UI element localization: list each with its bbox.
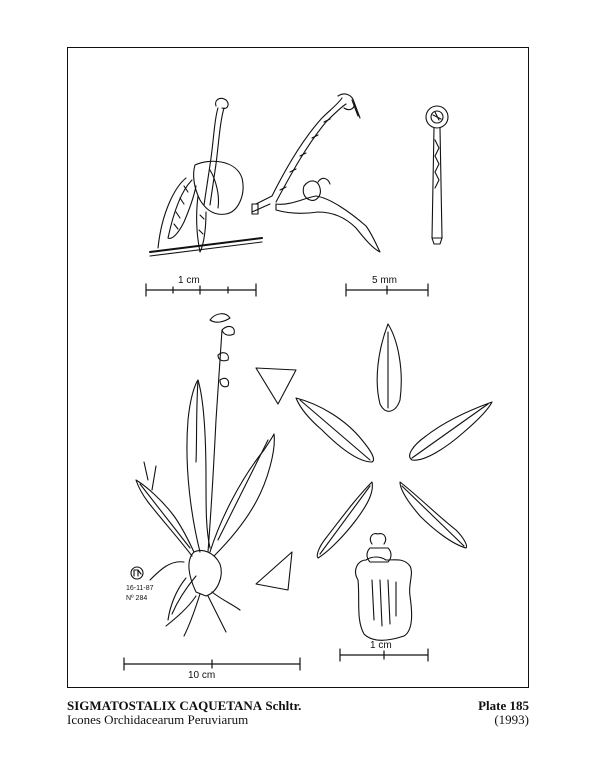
whole-plant-drawing — [136, 314, 274, 636]
flower-on-stem-drawing — [150, 98, 262, 256]
signature-date: 16-11-87 — [126, 585, 154, 592]
species-name: SIGMATOSTALIX CAQUETANA — [67, 698, 263, 713]
publication-year: (1993) — [494, 712, 529, 727]
scale-label-10cm: 10 cm — [188, 670, 216, 681]
petal-sepal-dissection — [256, 324, 492, 590]
series-title: Icones Orchidacearum Peruviarum — [67, 712, 249, 727]
artist-monogram-icon — [131, 567, 143, 579]
column-detail-drawing — [426, 106, 448, 244]
species-author: Schltr. — [265, 698, 302, 713]
scale-label-5mm: 5 mm — [372, 275, 397, 286]
scale-label-1cm-lip: 1 cm — [370, 640, 392, 651]
lip-drawing — [356, 534, 412, 641]
plate-number: Plate 185 — [478, 698, 529, 713]
flower-side-view-drawing — [252, 94, 380, 252]
scale-label-1cm-top: 1 cm — [178, 275, 200, 286]
species-title — [67, 699, 301, 713]
plate-caption — [67, 699, 529, 727]
signature-number: Nº 284 — [126, 595, 148, 602]
